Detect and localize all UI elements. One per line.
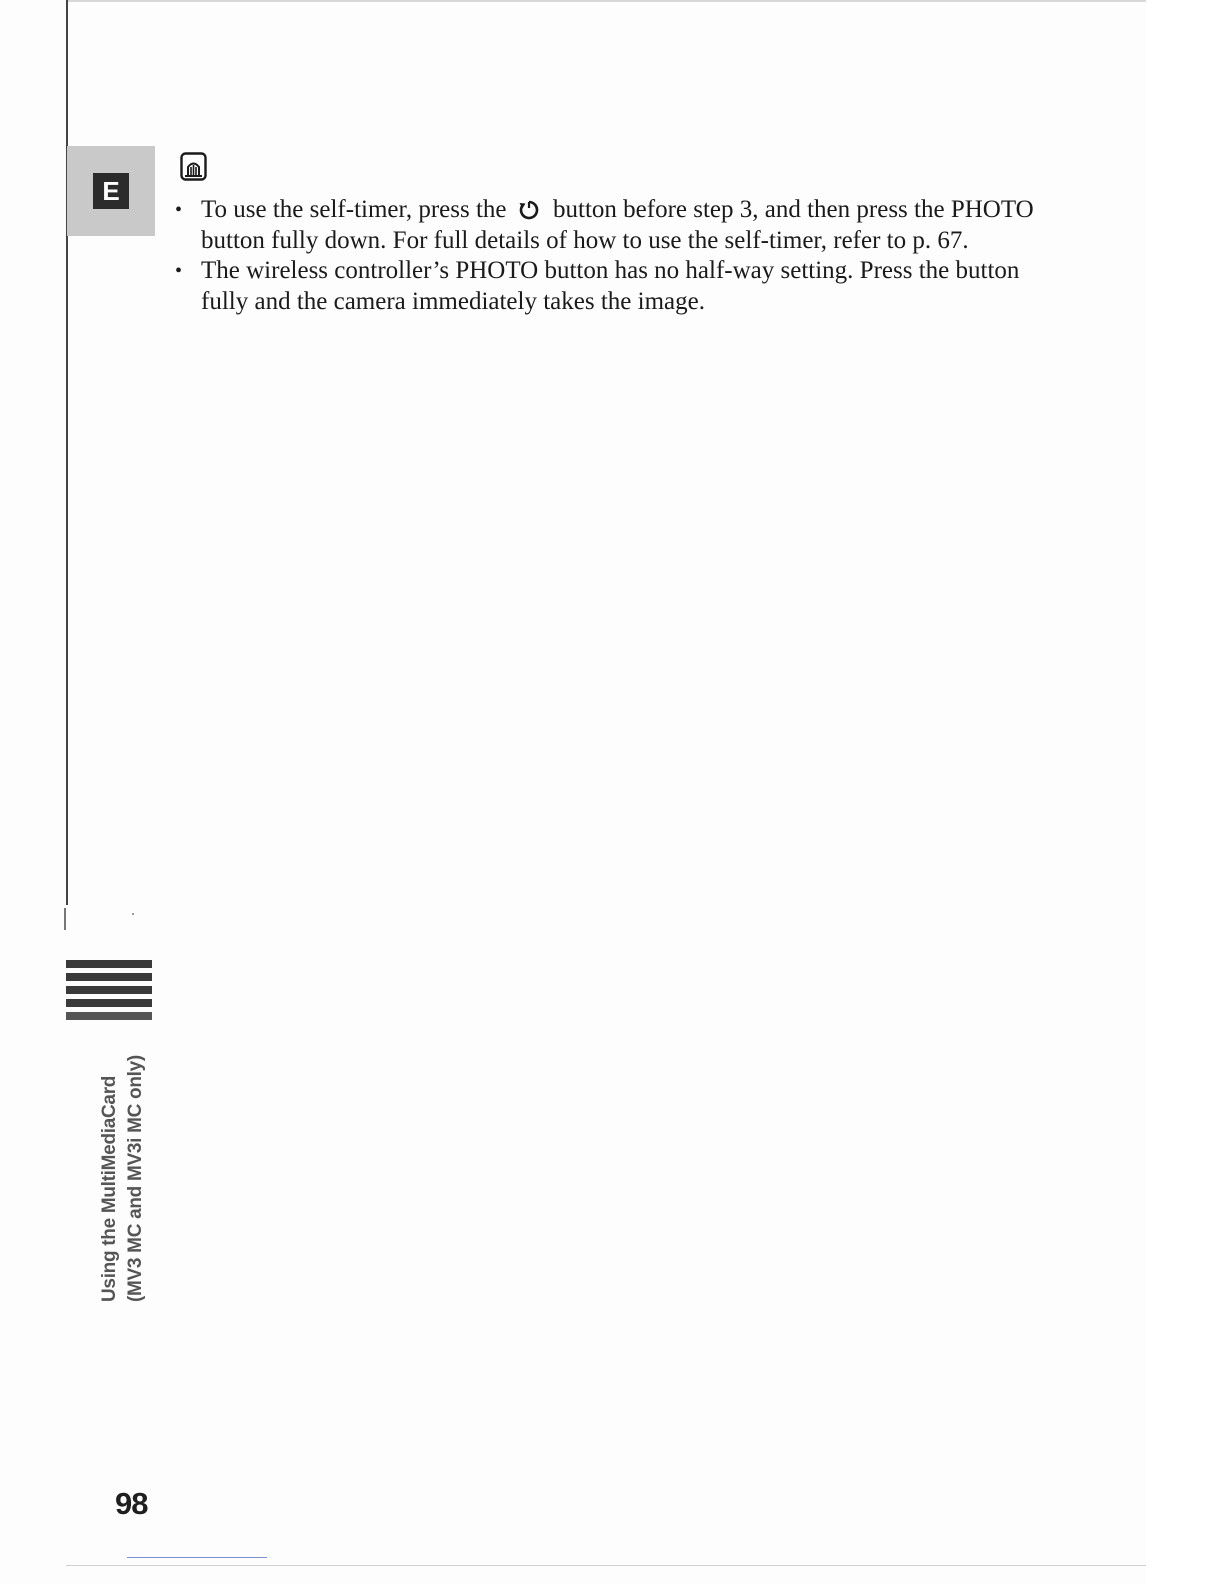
memo-note-icon <box>180 152 207 181</box>
section-title-line-2: (MV3 MC and MV3i MC only) <box>125 1055 146 1302</box>
section-indicator-bars <box>66 960 152 1025</box>
bullet: • <box>175 199 183 221</box>
note-item-self-timer <box>172 195 1072 256</box>
scan-speck <box>132 913 134 915</box>
bottom-rule <box>66 1565 1146 1566</box>
section-bar <box>66 973 152 981</box>
section-side-title <box>97 1040 159 1302</box>
note-text-part: button before step 3, and then press the PHOTO button fully down. For full details of how to use the self-timer, refer to p. 67. <box>201 196 1034 254</box>
bottom-link-rule <box>127 1557 267 1558</box>
page-number: 98 <box>115 1486 148 1521</box>
top-rule <box>66 0 1146 2</box>
section-bar <box>66 986 152 994</box>
section-bar <box>66 1012 152 1020</box>
note-text-part: To use the self-timer, press the <box>201 196 507 223</box>
section-bar <box>66 960 152 968</box>
note-text: The wireless controller’s PHOTO button has no half-way setting. Press the button fully and the camera immediately takes the image. <box>201 257 1020 315</box>
section-bar <box>66 999 152 1007</box>
notes-list <box>172 195 1072 317</box>
language-tab-letter: E <box>93 173 129 209</box>
page-right-edge <box>1146 0 1224 1584</box>
note-item-wireless-controller <box>172 256 1072 317</box>
left-margin-rule-fragment <box>64 908 66 930</box>
self-timer-icon <box>517 198 541 220</box>
left-margin-rule <box>66 0 68 905</box>
section-title-line-1: Using the MultiMediaCard <box>99 1075 120 1302</box>
bullet: • <box>175 260 183 282</box>
